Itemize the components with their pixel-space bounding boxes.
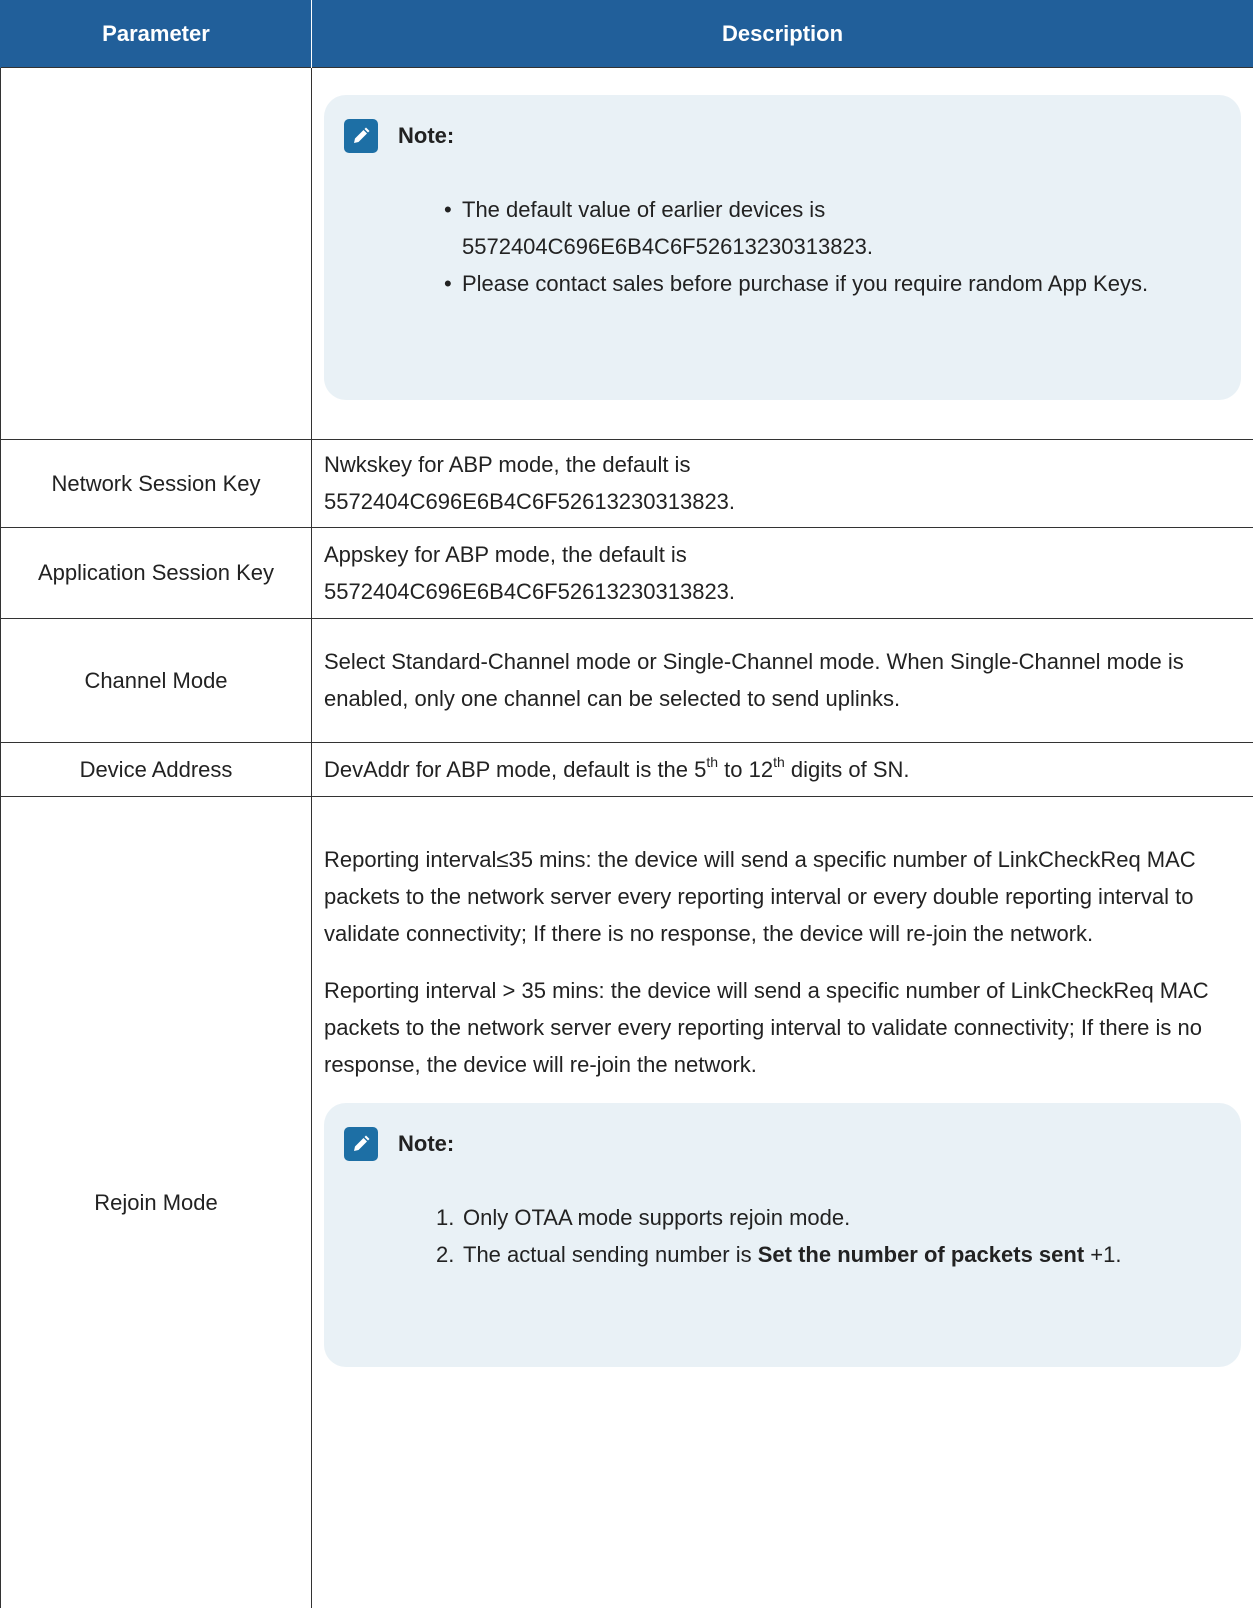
superscript: th <box>773 753 785 770</box>
desc-paragraph: Reporting interval≤35 mins: the device will send a specific number of LinkCheckReq MAC packets to the network server every reporting interval or every double reporting interval to validate connectivity; If there is no response, the device will re-join the network. <box>324 846 1196 946</box>
desc-cell <box>312 527 1253 618</box>
list-number: 1. <box>436 1204 455 1230</box>
note-title: Note: <box>398 123 455 148</box>
list-item-text: +1. <box>1084 1241 1122 1267</box>
desc-text-part: DevAddr for ABP mode, default is the 5 <box>324 756 707 782</box>
note-list <box>444 191 1217 302</box>
table-row <box>1 67 1253 439</box>
desc-paragraph: Reporting interval > 35 mins: the device will send a specific number of LinkCheckReq MAC packets to the network server every reporting interval to validate connectivity; If there is no response, the device will re-join the network. <box>324 977 1209 1077</box>
header-parameter: Parameter <box>1 0 312 67</box>
list-item <box>436 1199 1217 1236</box>
desc-text-part: digits of SN. <box>784 756 910 782</box>
desc-cell <box>312 796 1253 1608</box>
pencil-icon <box>344 1127 378 1161</box>
param-cell: Network Session Key <box>1 439 312 527</box>
desc-text <box>324 751 1241 788</box>
list-number: 2. <box>436 1241 455 1267</box>
param-cell-empty <box>1 67 312 439</box>
header-description: Description <box>312 0 1253 67</box>
desc-cell <box>312 439 1253 527</box>
param-cell: Application Session Key <box>1 527 312 618</box>
note-box <box>324 1103 1241 1367</box>
list-item-text: The actual sending number is <box>463 1241 758 1267</box>
table-row <box>1 527 1253 618</box>
desc-text: Nwkskey for ABP mode, the default is 5572404C696E6B4C6F52613230313823. <box>324 452 736 514</box>
note-list <box>436 1199 1217 1273</box>
note-title: Note: <box>398 1131 455 1156</box>
list-item-text: Only OTAA mode supports rejoin mode. <box>463 1204 851 1230</box>
desc-text-part: to 12 <box>718 756 774 782</box>
pencil-icon <box>344 119 378 153</box>
note-header <box>344 117 1217 155</box>
list-item-bold: Set the number of packets sent <box>757 1241 1085 1267</box>
superscript: th <box>706 753 719 770</box>
desc-cell <box>312 67 1253 439</box>
table-row <box>1 796 1253 1608</box>
table-row <box>1 439 1253 527</box>
desc-cell <box>312 742 1253 796</box>
note-box <box>324 95 1241 400</box>
param-cell: Device Address <box>1 742 312 796</box>
table-row <box>1 742 1253 796</box>
desc-text: Select Standard-Channel mode or Single-Channel mode. When Single-Channel mode is enabled, only one channel can be selected to send uplinks. <box>324 649 1184 711</box>
param-cell: Channel Mode <box>1 618 312 742</box>
list-item: • The default value of earlier devices is 5572404C696E6B4C6F52613230313823. <box>444 191 864 265</box>
list-item: • Please contact sales before purchase if you require random App Keys. <box>444 265 1217 302</box>
note-header <box>344 1125 1217 1163</box>
desc-text: Appskey for ABP mode, the default is 5572404C696E6B4C6F52613230313823. <box>324 541 736 604</box>
desc-cell <box>312 618 1253 742</box>
table-row <box>1 618 1253 742</box>
list-item <box>436 1236 1217 1273</box>
table-header-row <box>1 0 1253 67</box>
param-cell: Rejoin Mode <box>1 796 312 1608</box>
